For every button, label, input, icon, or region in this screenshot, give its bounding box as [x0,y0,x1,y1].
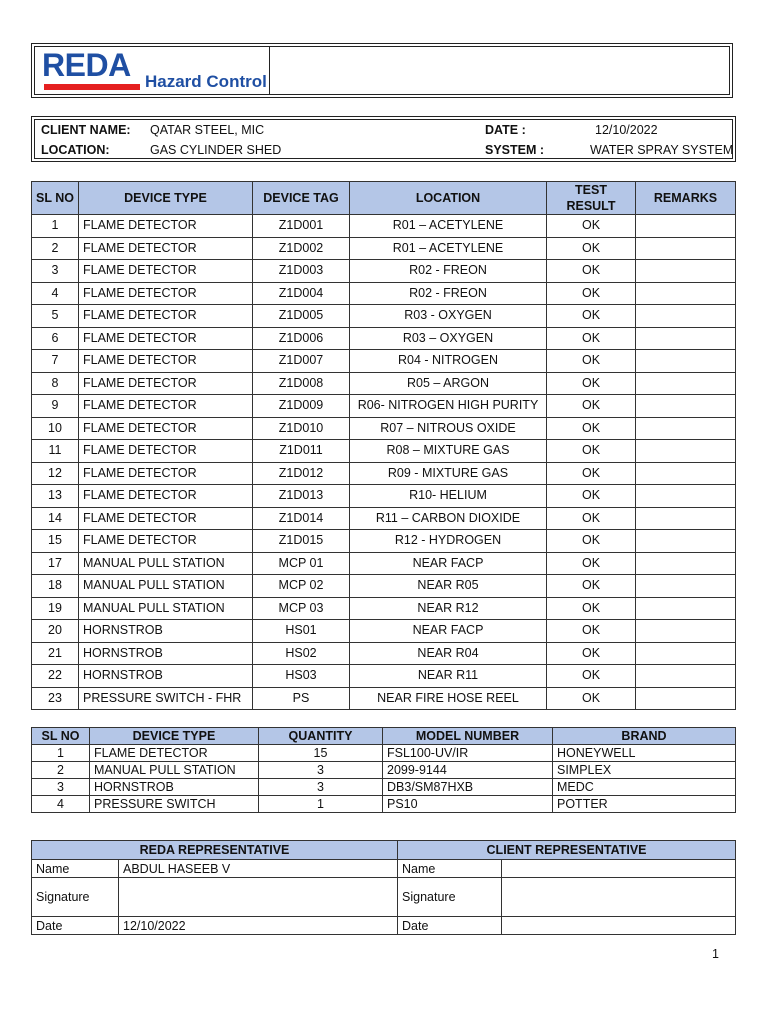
page-number: 1 [712,947,719,961]
device-type-cell: FLAME DETECTOR [79,305,253,328]
sl-no-cell: 10 [32,417,79,440]
device-type-cell: FLAME DETECTOR [79,260,253,283]
summary-header-brand: BRAND [553,728,736,745]
device-table-header [32,182,736,215]
logo-wordmark: REDA [42,47,131,83]
test-result-cell: OK [547,305,636,328]
device-type-cell: FLAME DETECTOR [79,440,253,463]
summary-quantity-cell: 3 [259,779,383,796]
summary-quantity-cell: 1 [259,796,383,813]
sl-no-cell: 17 [32,552,79,575]
location-cell: R06- NITROGEN HIGH PURITY [350,395,547,418]
test-result-cell: OK [547,260,636,283]
device-tag-cell: Z1D010 [253,417,350,440]
location-cell: NEAR R12 [350,597,547,620]
sl-no-cell: 14 [32,507,79,530]
date-value: 12/10/2022 [595,123,658,137]
table-row [32,575,736,598]
rep-signature-row [32,878,736,917]
location-cell: R11 – CARBON DIOXIDE [350,507,547,530]
remarks-cell [636,620,736,643]
device-tag-cell: HS03 [253,665,350,688]
client-name-value: QATAR STEEL, MIC [150,123,265,137]
sl-no-cell: 3 [32,260,79,283]
table-row [32,372,736,395]
device-type-cell: FLAME DETECTOR [79,485,253,508]
reda-signature-field [119,878,398,917]
col-header-device-tag: DEVICE TAG [253,182,350,215]
sl-no-cell: 12 [32,462,79,485]
location-cell: NEAR R04 [350,642,547,665]
representatives-header [32,841,736,860]
rep-date-row [32,917,736,935]
client-signature-label: Signature [398,878,502,917]
remarks-cell [636,237,736,260]
summary-table-body [32,745,736,813]
table-row [32,642,736,665]
table-row [32,530,736,553]
device-tag-cell: Z1D009 [253,395,350,418]
remarks-cell [636,530,736,553]
table-row [32,597,736,620]
device-tag-cell: PS [253,687,350,710]
table-row [32,762,736,779]
table-row [32,282,736,305]
date-label: DATE : [485,123,526,137]
location-cell: R07 – NITROUS OXIDE [350,417,547,440]
location-cell: R10- HELIUM [350,485,547,508]
device-tag-cell: HS02 [253,642,350,665]
summary-quantity-cell: 15 [259,745,383,762]
summary-sl-no-cell: 3 [32,779,90,796]
device-type-cell: MANUAL PULL STATION [79,575,253,598]
sl-no-cell: 19 [32,597,79,620]
test-result-cell: OK [547,575,636,598]
test-result-cell: OK [547,372,636,395]
sl-no-cell: 22 [32,665,79,688]
device-tag-cell: Z1D002 [253,237,350,260]
table-row [32,620,736,643]
sl-no-cell: 23 [32,687,79,710]
sl-no-cell: 13 [32,485,79,508]
table-row [32,237,736,260]
col-header-location: LOCATION [350,182,547,215]
test-result-cell: OK [547,665,636,688]
table-row [32,687,736,710]
summary-brand-cell: HONEYWELL [553,745,736,762]
table-row [32,552,736,575]
device-type-cell: FLAME DETECTOR [79,507,253,530]
location-cell: R04 - NITROGEN [350,350,547,373]
sl-no-cell: 7 [32,350,79,373]
table-row [32,260,736,283]
info-row-client [35,120,732,140]
col-header-test-result: TEST RESULT [547,182,636,215]
client-signature-field [502,878,736,917]
remarks-cell [636,260,736,283]
sl-no-cell: 6 [32,327,79,350]
location-cell: R05 – ARGON [350,372,547,395]
summary-quantity-cell: 3 [259,762,383,779]
table-row [32,395,736,418]
remarks-cell [636,327,736,350]
client-name-field [502,860,736,878]
sl-no-cell: 5 [32,305,79,328]
location-cell: R09 - MIXTURE GAS [350,462,547,485]
remarks-cell [636,507,736,530]
test-result-cell: OK [547,282,636,305]
reda-representative-header: REDA REPRESENTATIVE [32,841,398,860]
table-row [32,796,736,813]
client-date-label: Date [398,917,502,935]
header-inner [34,46,730,95]
test-result-cell: OK [547,597,636,620]
sl-no-cell: 2 [32,237,79,260]
table-row [32,745,736,762]
test-result-cell: OK [547,620,636,643]
info-row-location [35,140,732,160]
remarks-cell [636,575,736,598]
summary-device-type-cell: MANUAL PULL STATION [90,762,259,779]
summary-header-model-number: MODEL NUMBER [383,728,553,745]
location-cell: R01 – ACETYLENE [350,237,547,260]
remarks-cell [636,665,736,688]
device-table-body [32,215,736,710]
job-info-inner [34,119,733,159]
device-type-cell: MANUAL PULL STATION [79,597,253,620]
device-type-cell: PRESSURE SWITCH - FHR [79,687,253,710]
location-cell: NEAR FIRE HOSE REEL [350,687,547,710]
device-tag-cell: MCP 02 [253,575,350,598]
summary-model-cell: DB3/SM87HXB [383,779,553,796]
sl-no-cell: 4 [32,282,79,305]
rep-name-row [32,860,736,878]
summary-header-quantity: QUANTITY [259,728,383,745]
summary-brand-cell: MEDC [553,779,736,796]
remarks-cell [636,372,736,395]
device-tag-cell: Z1D005 [253,305,350,328]
test-result-cell: OK [547,462,636,485]
device-tag-cell: Z1D012 [253,462,350,485]
test-result-cell: OK [547,507,636,530]
remarks-cell [636,642,736,665]
remarks-cell [636,462,736,485]
job-info [31,116,736,162]
test-result-cell: OK [547,552,636,575]
device-type-cell: HORNSTROB [79,665,253,688]
sl-no-cell: 21 [32,642,79,665]
test-result-cell: OK [547,530,636,553]
remarks-cell [636,687,736,710]
remarks-cell [636,417,736,440]
device-tag-cell: Z1D014 [253,507,350,530]
table-row [32,507,736,530]
reda-date-value: 12/10/2022 [119,917,398,935]
col-header-device-type: DEVICE TYPE [79,182,253,215]
summary-header-device-type: DEVICE TYPE [90,728,259,745]
col-header-remarks: REMARKS [636,182,736,215]
location-cell: NEAR FACP [350,552,547,575]
device-tag-cell: Z1D013 [253,485,350,508]
test-result-cell: OK [547,395,636,418]
test-result-cell: OK [547,440,636,463]
sl-no-cell: 20 [32,620,79,643]
summary-model-cell: 2099-9144 [383,762,553,779]
table-row [32,305,736,328]
test-result-cell: OK [547,485,636,508]
test-result-cell: OK [547,215,636,238]
location-cell: R01 – ACETYLENE [350,215,547,238]
location-cell: R03 - OXYGEN [350,305,547,328]
location-cell: R08 – MIXTURE GAS [350,440,547,463]
device-type-cell: FLAME DETECTOR [79,282,253,305]
reda-signature-label: Signature [32,878,119,917]
sl-no-cell: 8 [32,372,79,395]
location-value: GAS CYLINDER SHED [150,143,282,157]
header-title-cell [270,46,730,95]
remarks-cell [636,350,736,373]
location-cell: NEAR FACP [350,620,547,643]
summary-brand-cell: POTTER [553,796,736,813]
device-tag-cell: Z1D007 [253,350,350,373]
device-type-cell: FLAME DETECTOR [79,417,253,440]
summary-model-cell: PS10 [383,796,553,813]
location-label: LOCATION: [41,143,110,157]
table-row [32,327,736,350]
summary-brand-cell: SIMPLEX [553,762,736,779]
company-logo [34,46,270,95]
table-row [32,462,736,485]
remarks-cell [636,305,736,328]
device-tag-cell: Z1D003 [253,260,350,283]
device-type-cell: FLAME DETECTOR [79,530,253,553]
summary-model-cell: FSL100-UV/IR [383,745,553,762]
test-result-cell: OK [547,350,636,373]
summary-table-header [32,728,736,745]
location-cell: NEAR R05 [350,575,547,598]
device-tag-cell: Z1D004 [253,282,350,305]
device-type-cell: FLAME DETECTOR [79,372,253,395]
remarks-cell [636,395,736,418]
client-representative-header: CLIENT REPRESENTATIVE [398,841,736,860]
reda-date-label: Date [32,917,119,935]
logo-red-bar [44,84,140,90]
document-header [31,43,733,98]
client-name-label: CLIENT NAME: [41,123,131,137]
summary-sl-no-cell: 4 [32,796,90,813]
col-header-sl-no: SL NO [32,182,79,215]
remarks-cell [636,485,736,508]
device-type-cell: FLAME DETECTOR [79,462,253,485]
client-name-label: Name [398,860,502,878]
table-row [32,665,736,688]
table-row [32,779,736,796]
remarks-cell [636,552,736,575]
device-tag-cell: Z1D015 [253,530,350,553]
device-type-cell: HORNSTROB [79,620,253,643]
test-result-cell: OK [547,687,636,710]
sl-no-cell: 9 [32,395,79,418]
summary-device-type-cell: FLAME DETECTOR [90,745,259,762]
summary-sl-no-cell: 1 [32,745,90,762]
device-type-cell: FLAME DETECTOR [79,237,253,260]
table-row [32,350,736,373]
reda-name-label: Name [32,860,119,878]
device-type-cell: FLAME DETECTOR [79,350,253,373]
device-tag-cell: HS01 [253,620,350,643]
device-tag-cell: Z1D008 [253,372,350,395]
device-type-cell: HORNSTROB [79,642,253,665]
location-cell: R02 - FREON [350,260,547,283]
device-summary-table [31,727,736,813]
location-cell: R12 - HYDROGEN [350,530,547,553]
device-type-cell: FLAME DETECTOR [79,215,253,238]
summary-device-type-cell: HORNSTROB [90,779,259,796]
device-tag-cell: Z1D006 [253,327,350,350]
table-row [32,440,736,463]
location-cell: R02 - FREON [350,282,547,305]
remarks-cell [636,597,736,620]
device-type-cell: FLAME DETECTOR [79,327,253,350]
remarks-cell [636,215,736,238]
device-tag-cell: Z1D001 [253,215,350,238]
logo-tagline: Hazard Control [145,72,267,91]
system-value: WATER SPRAY SYSTEM [590,143,734,157]
reda-name-value: ABDUL HASEEB V [119,860,398,878]
sl-no-cell: 11 [32,440,79,463]
test-result-cell: OK [547,417,636,440]
test-result-cell: OK [547,327,636,350]
remarks-cell [636,440,736,463]
device-tag-cell: Z1D011 [253,440,350,463]
device-test-table [31,181,736,710]
location-cell: NEAR R11 [350,665,547,688]
table-row [32,485,736,508]
sl-no-cell: 1 [32,215,79,238]
summary-device-type-cell: PRESSURE SWITCH [90,796,259,813]
device-tag-cell: MCP 03 [253,597,350,620]
system-label: SYSTEM : [485,143,545,157]
sl-no-cell: 15 [32,530,79,553]
device-tag-cell: MCP 01 [253,552,350,575]
client-date-field [502,917,736,935]
table-row [32,417,736,440]
device-type-cell: MANUAL PULL STATION [79,552,253,575]
summary-header-sl-no: SL NO [32,728,90,745]
summary-sl-no-cell: 2 [32,762,90,779]
table-row [32,215,736,238]
test-result-cell: OK [547,642,636,665]
device-type-cell: FLAME DETECTOR [79,395,253,418]
test-result-cell: OK [547,237,636,260]
remarks-cell [636,282,736,305]
sl-no-cell: 18 [32,575,79,598]
location-cell: R03 – OXYGEN [350,327,547,350]
representatives-table [31,840,736,935]
